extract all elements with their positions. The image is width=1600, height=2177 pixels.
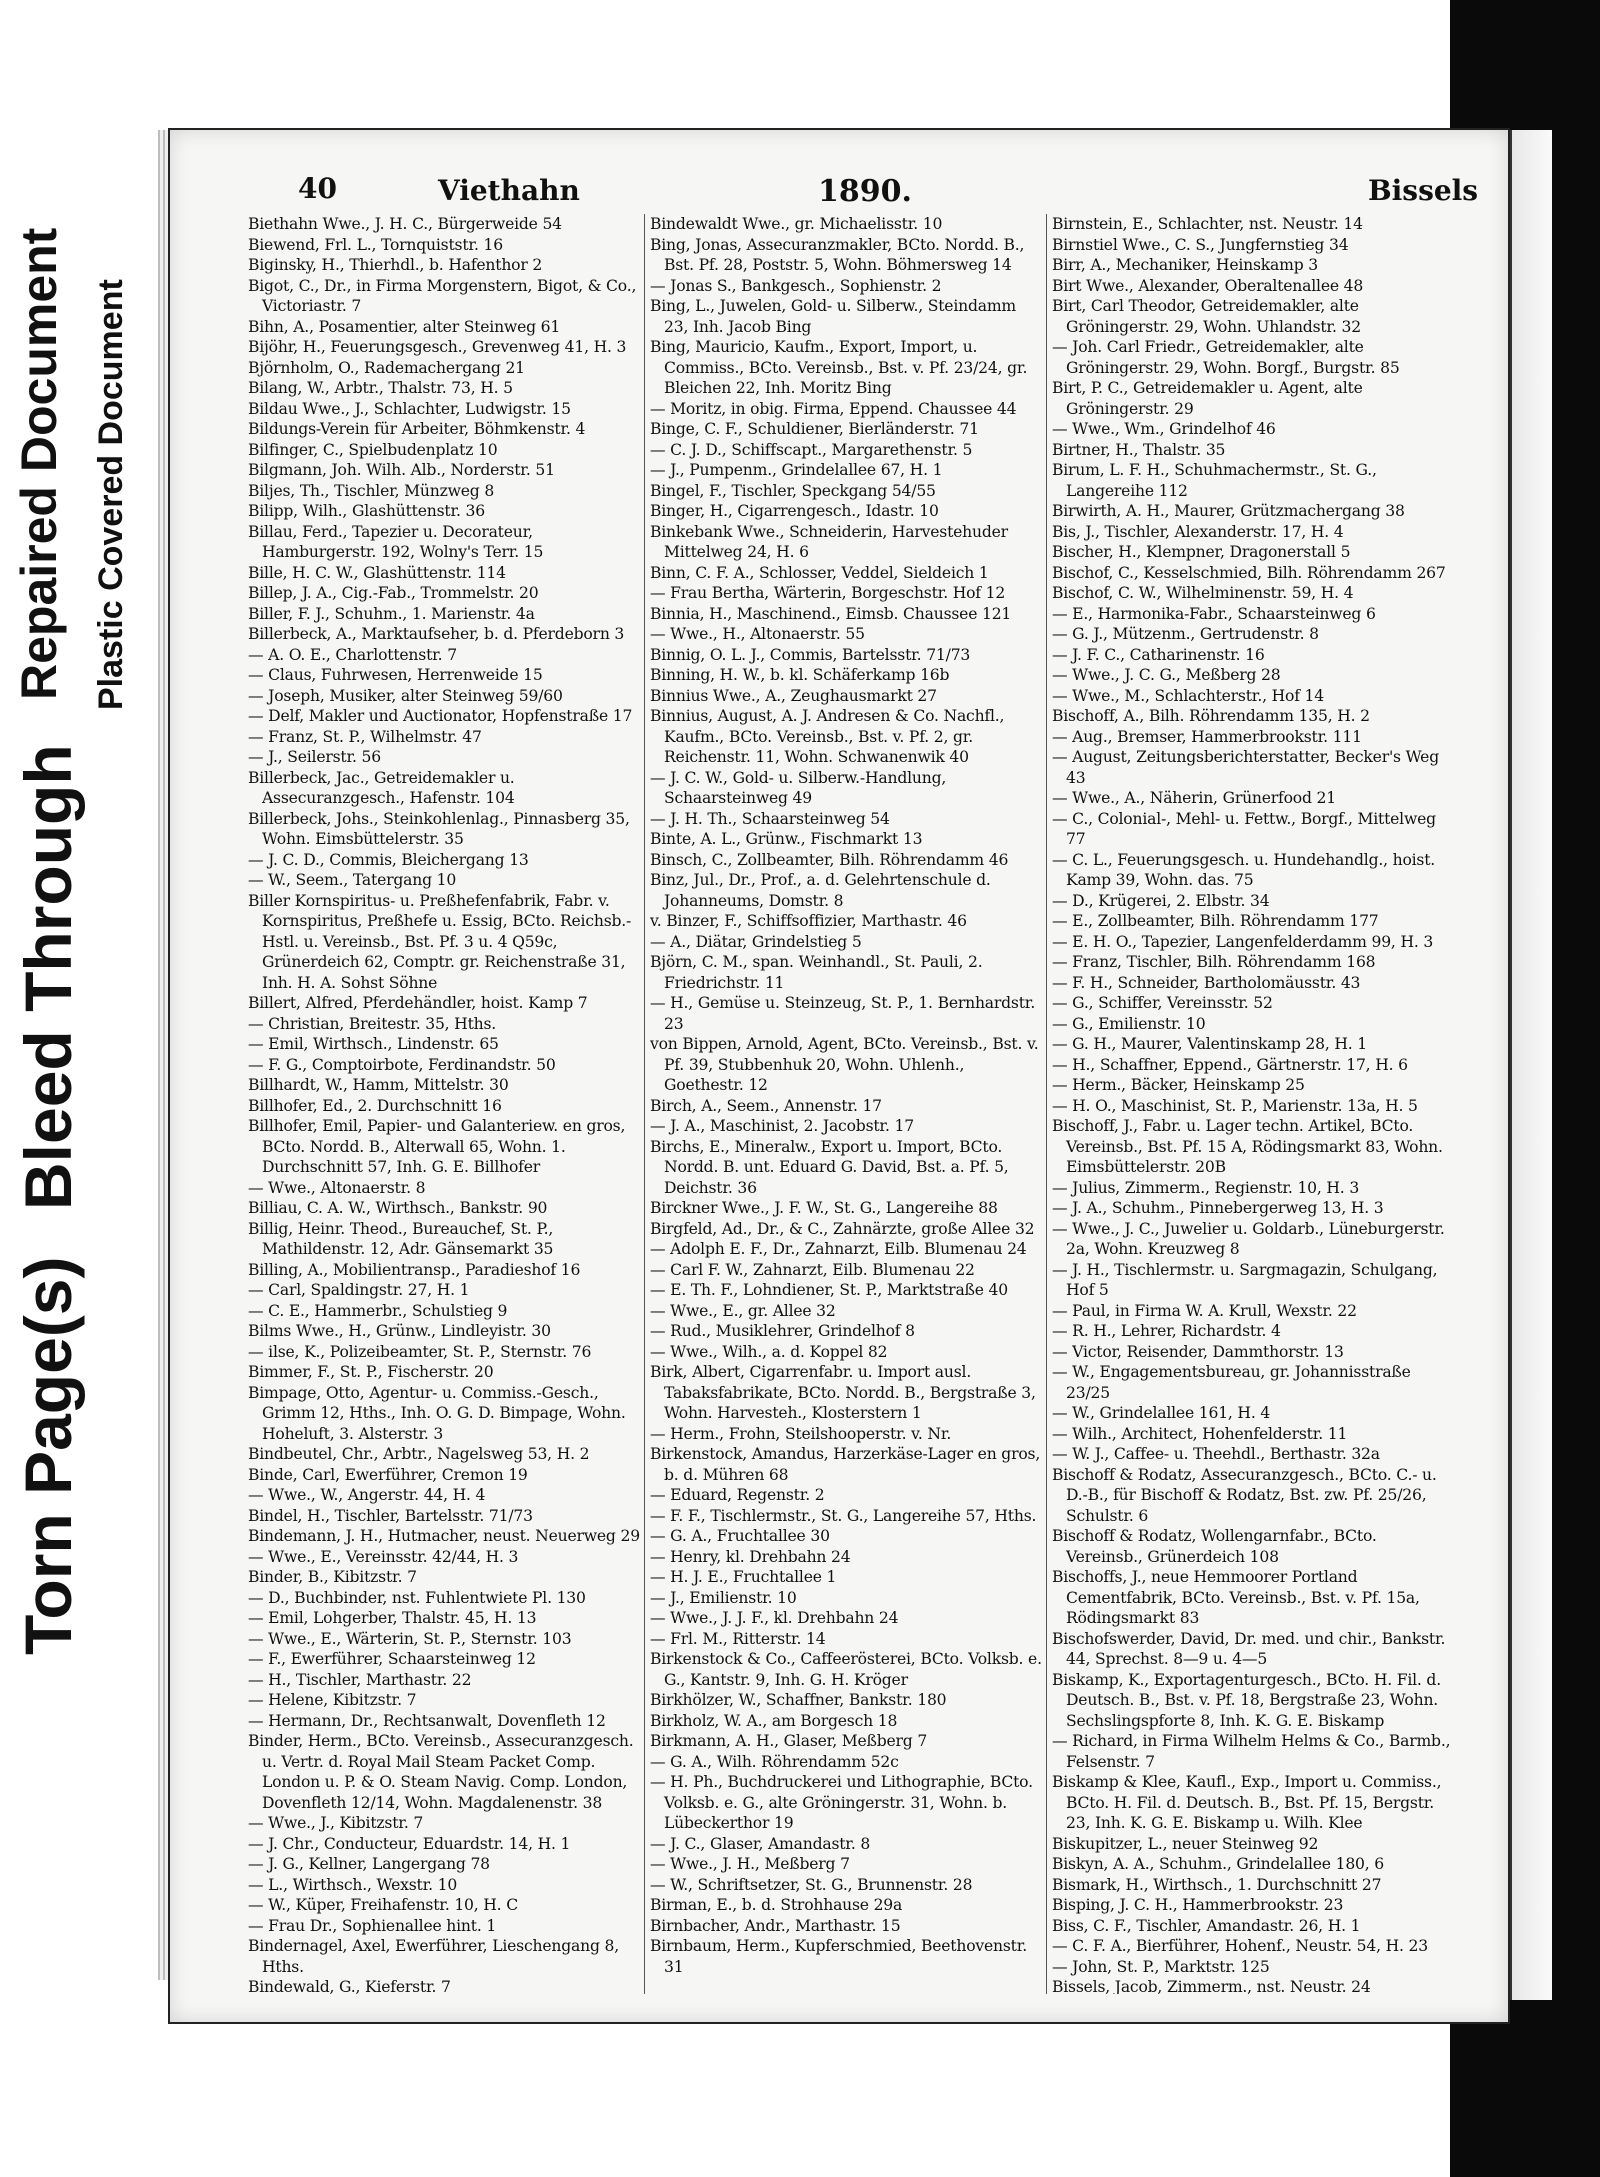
directory-entry: — Frau Dr., Sophienallee hint. 1: [248, 1916, 497, 1935]
directory-entry: — A., Diätar, Grindelstieg 5: [650, 932, 862, 951]
directory-entry: — E. Th. F., Lohndiener, St. P., Marktstraße 40: [650, 1281, 1008, 1299]
directory-entry: — G., Emilienstr. 10: [1052, 1014, 1206, 1033]
directory-entry: Bindewaldt Wwe., gr. Michaelisstr. 10: [650, 215, 943, 233]
directory-entry: — Emil, Lohgerber, Thalstr. 45, H. 13: [248, 1609, 537, 1627]
directory-entry: — J. H., Tischlermstr. u. Sargmagazin, Schulgang, Hof 5: [1052, 1260, 1438, 1299]
directory-entry: — W., Grindelallee 161, H. 4: [1052, 1404, 1271, 1422]
bleed-through-label: Bleed Through: [11, 744, 85, 1210]
directory-entry: — D., Krügerei, 2. Elbstr. 34: [1052, 891, 1270, 910]
header-year: 1890.: [818, 174, 912, 209]
directory-entry: — W., Engagementsbureau, gr. Johannisstraße 23/25: [1052, 1363, 1411, 1402]
directory-entry: Birkmann, A. H., Glaser, Meßberg 7: [650, 1732, 928, 1750]
directory-entry: Biljes, Th., Tischler, Münzweg 8: [248, 481, 495, 500]
directory-entry: Binning, H. W., b. kl. Schäferkamp 16b: [650, 666, 950, 684]
directory-entry: Bildungs-Verein für Arbeiter, Böhmkenstr. 4: [248, 420, 586, 438]
directory-entry: — E., Zollbeamter, Bilh. Röhrendamm 177: [1052, 912, 1379, 930]
directory-entry: Björnholm, O., Rademachergang 21: [248, 358, 525, 377]
directory-entry: — L., Wirthsch., Wexstr. 10: [248, 1875, 458, 1894]
directory-entry: — R. H., Lehrer, Richardstr. 4: [1052, 1322, 1281, 1340]
directory-entry: Birchs, E., Mineralw., Export u. Import, BCto. Nordd. B. unt. Eduard G. David, Bst. a. Pf. 5, Deichstr. 36: [650, 1137, 1009, 1197]
directory-entry: Binkebank Wwe., Schneiderin, Harvestehuder Mittelweg 24, H. 6: [650, 522, 1008, 561]
directory-entry: — ilse, K., Polizeibeamter, St. P., Sternstr. 76: [248, 1342, 592, 1361]
directory-entry: Birk, Albert, Cigarrenfabr. u. Import ausl. Tabaksfabrikate, BCto. Nordd. B., Bergstraße 3, Wohn. Harvesteh., Klosterstern 1: [650, 1363, 1036, 1422]
directory-entry: Binnius Wwe., A., Zeughausmarkt 27: [650, 686, 937, 705]
directory-entry: Bischoffs, J., neue Hemmoorer Portland Cementfabrik, BCto. Vereinsb., Bst. v. Pf. 15a, Rödingsmarkt 83: [1052, 1568, 1420, 1627]
directory-entry: — Helene, Kibitzstr. 7: [248, 1691, 417, 1709]
directory-entry: — Wilh., Architect, Hohenfelderstr. 11: [1052, 1424, 1348, 1443]
directory-entry: Bischof, C., Kesselschmied, Bilh. Röhrendamm 267: [1052, 563, 1446, 582]
directory-entry: Binte, A. L., Grünw., Fischmarkt 13: [650, 830, 923, 848]
directory-entry: Billhardt, W., Hamm, Mittelstr. 30: [248, 1076, 509, 1094]
directory-entry: — F. G., Comptoirbote, Ferdinandstr. 50: [248, 1055, 556, 1074]
directory-column-2: [650, 214, 1042, 1994]
page-number: 40: [298, 172, 337, 205]
directory-entry: — Hermann, Dr., Rechtsanwalt, Dovenfleth 12: [248, 1711, 606, 1730]
directory-entry: Biss, C. F., Tischler, Amandastr. 26, H. 1: [1052, 1916, 1361, 1935]
directory-entry: Bismark, H., Wirthsch., 1. Durchschnitt 27: [1052, 1875, 1382, 1894]
directory-entry: — H., Gemüse u. Steinzeug, St. P., 1. Bernhardstr. 23: [650, 994, 1036, 1033]
directory-entry: — J. H. Th., Schaarsteinweg 54: [650, 809, 890, 828]
directory-entry: Birr, A., Mechaniker, Heinskamp 3: [1052, 256, 1318, 274]
directory-entry: — J. G., Kellner, Langergang 78: [248, 1855, 490, 1873]
directory-entry: — C., Colonial-, Mehl- u. Fettw., Borgf., Mittelweg 77: [1052, 809, 1436, 848]
directory-entry: Birkenstock, Amandus, Harzerkäse-Lager en gros, b. d. Mühren 68: [650, 1445, 1041, 1484]
directory-entry: Birt, P. C., Getreidemakler u. Agent, alte Gröningerstr. 29: [1052, 379, 1363, 418]
directory-entry: — Wwe., M., Schlachterstr., Hof 14: [1052, 686, 1324, 705]
directory-entry: — H., Tischler, Marthastr. 22: [248, 1670, 472, 1689]
directory-entry: v. Binzer, F., Schiffsoffizier, Marthastr. 46: [650, 912, 967, 930]
directory-entry: Binder, B., Kibitzstr. 7: [248, 1568, 417, 1586]
directory-entry: Bilms Wwe., H., Grünw., Lindleyistr. 30: [248, 1322, 551, 1340]
directory-entry: Billerbeck, Johs., Steinkohlenlag., Pinnasberg 35, Wohn. Eimsbüttelerstr. 35: [248, 809, 630, 848]
directory-entry: Bischoff & Rodatz, Wollengarnfabr., BCto. Vereinsb., Grünerdeich 108: [1052, 1527, 1377, 1566]
directory-entry: — Wwe., E., gr. Allee 32: [650, 1301, 836, 1320]
directory-page: [168, 128, 1510, 2024]
directory-entry: — Julius, Zimmerm., Regienstr. 10, H. 3: [1052, 1178, 1360, 1197]
directory-entry: Birum, L. F. H., Schuhmachermstr., St. G., Langereihe 112: [1052, 461, 1377, 500]
directory-entry: Bildau Wwe., J., Schlachter, Ludwigstr. 15: [248, 399, 571, 418]
directory-entry: — E., Harmonika-Fabr., Schaarsteinweg 6: [1052, 604, 1376, 623]
directory-entry: — Joseph, Musiker, alter Steinweg 59/60: [248, 686, 563, 705]
directory-entry: Billhofer, Emil, Papier- und Galanteriew. en gros, BCto. Nordd. B., Alterwall 65, Wohn. 1. Durchschnitt 57, Inh. G. E. Billhofer: [248, 1117, 626, 1176]
directory-entry: — Delf, Makler und Auctionator, Hopfenstraße 17: [248, 707, 633, 725]
directory-entry: — F. H., Schneider, Bartholomäusstr. 43: [1052, 973, 1361, 992]
directory-entry: — G. H., Maurer, Valentinskamp 28, H. 1: [1052, 1035, 1368, 1053]
directory-entry: — E. H. O., Tapezier, Langenfelderdamm 99, H. 3: [1052, 932, 1434, 951]
directory-entry: — Moritz, in obig. Firma, Eppend. Chaussee 44: [650, 399, 1017, 418]
directory-entry: — C. L., Feuerungsgesch. u. Hundehandlg., hoist. Kamp 39, Wohn. das. 75: [1052, 850, 1436, 889]
directory-entry: Bisping, J. C. H., Hammerbrookstr. 23: [1052, 1896, 1344, 1914]
column-divider: [644, 214, 645, 1994]
directory-entry: — Herm., Frohn, Steilshooperstr. v. Nr.: [650, 1424, 952, 1443]
directory-entry: — D., Buchbinder, nst. Fuhlentwiete Pl. 130: [248, 1588, 586, 1607]
directory-entry: — J. C. D., Commis, Bleichergang 13: [248, 850, 529, 869]
directory-entry: — Wwe., Wm., Grindelhof 46: [1052, 420, 1276, 438]
directory-entry: — Wwe., J., Kibitzstr. 7: [248, 1814, 424, 1832]
directory-entry: Billerbeck, A., Marktaufseher, b. d. Pferdeborn 3: [248, 625, 625, 643]
directory-entry: Bindemann, J. H., Hutmacher, neust. Neuerweg 29: [248, 1527, 640, 1545]
directory-entry: Bindbeutel, Chr., Arbtr., Nagelsweg 53, H. 2: [248, 1445, 590, 1463]
directory-entry: — W., Seem., Tatergang 10: [248, 871, 457, 889]
directory-entry: — Eduard, Regenstr. 2: [650, 1486, 825, 1504]
directory-entry: — J., Pumpenm., Grindelallee 67, H. 1: [650, 461, 943, 479]
directory-entry: Bimmer, F., St. P., Fischerstr. 20: [248, 1363, 494, 1381]
directory-entry: Bimpage, Otto, Agentur- u. Commiss.-Gesch., Grimm 12, Hths., Inh. O. G. D. Bimpage, Wohn. Hoheluft, 3. Alsterstr. 3: [248, 1383, 626, 1443]
directory-entry: — Carl, Spaldingstr. 27, H. 1: [248, 1281, 470, 1299]
directory-entry: — Herm., Bäcker, Heinskamp 25: [1052, 1076, 1305, 1094]
directory-entry: — Wwe., Wilh., a. d. Koppel 82: [650, 1342, 888, 1361]
directory-entry: — J. C. W., Gold- u. Silberw.-Handlung, Schaarsteinweg 49: [650, 768, 947, 807]
directory-entry: Bischoff, A., Bilh. Röhrendamm 135, H. 2: [1052, 707, 1370, 725]
directory-entry: Bihn, A., Posamentier, alter Steinweg 61: [248, 317, 561, 336]
directory-entry: Billiau, C. A. W., Wirthsch., Bankstr. 90: [248, 1199, 548, 1217]
directory-entry: Birt Wwe., Alexander, Oberaltenallee 48: [1052, 276, 1364, 295]
directory-entry: — August, Zeitungsberichterstatter, Becker's Weg 43: [1052, 748, 1439, 787]
directory-entry: Bindernagel, Axel, Ewerführer, Lieschengang 8, Hths.: [248, 1937, 619, 1976]
directory-entry: — Wwe., J. C. G., Meßberg 28: [1052, 666, 1281, 684]
directory-entry: Binn, C. F. A., Schlosser, Veddel, Sieldeich 1: [650, 563, 989, 582]
directory-entry: — J., Emilienstr. 10: [650, 1588, 797, 1607]
directory-entry: — J. F. C., Catharinenstr. 16: [1052, 645, 1265, 664]
directory-column-3: [1052, 214, 1454, 1994]
directory-entry: Bilfinger, C., Spielbudenplatz 10: [248, 440, 498, 459]
directory-entry: — Joh. Carl Friedr., Getreidemakler, alte Gröningerstr. 29, Wohn. Borgf., Burgstr. 85: [1052, 338, 1400, 377]
directory-entry: Bindel, H., Tischler, Bartelsstr. 71/73: [248, 1506, 533, 1525]
directory-entry: — Richard, in Firma Wilhelm Helms & Co., Barmb., Felsenstr. 7: [1052, 1732, 1451, 1771]
directory-entry: — G. A., Fruchtallee 30: [650, 1527, 830, 1545]
directory-entry: — G. J., Mützenm., Gertrudenstr. 8: [1052, 625, 1319, 643]
directory-entry: — W., Schriftsetzer, St. G., Brunnenstr. 28: [650, 1875, 973, 1894]
directory-entry: Binnia, H., Maschinend., Eimsb. Chaussee 121: [650, 604, 1012, 623]
directory-entry: Billert, Alfred, Pferdehändler, hoist. Kamp 7: [248, 994, 588, 1012]
directory-entry: — G., Schiffer, Vereinsstr. 52: [1052, 994, 1273, 1012]
directory-entry: Billhofer, Ed., 2. Durchschnitt 16: [248, 1096, 502, 1115]
directory-entry: Binge, C. F., Schuldiener, Bierländerstr. 71: [650, 420, 979, 438]
directory-entry: — Carl F. W., Zahnarzt, Eilb. Blumenau 22: [650, 1260, 975, 1279]
directory-entry: — Adolph E. F., Dr., Zahnarzt, Eilb. Blumenau 24: [650, 1240, 1027, 1258]
directory-entry: Birkholz, W. A., am Borgesch 18: [650, 1711, 898, 1730]
directory-entry: Bing, Jonas, Assecuranzmakler, BCto. Nordd. B., Bst. Pf. 28, Poststr. 5, Wohn. Böhmersweg 14: [650, 235, 1025, 274]
directory-entry: Biskupitzer, L., neuer Steinweg 92: [1052, 1834, 1319, 1853]
directory-entry: Birckner Wwe., J. F. W., St. G., Langereihe 88: [650, 1199, 998, 1217]
directory-entry: — Claus, Fuhrwesen, Herrenweide 15: [248, 666, 543, 684]
directory-entry: Bilang, W., Arbtr., Thalstr. 73, H. 5: [248, 379, 513, 397]
directory-entry: — Franz, Tischler, Bilh. Röhrendamm 168: [1052, 953, 1376, 971]
directory-entry: Billau, Ferd., Tapezier u. Decorateur, Hamburgerstr. 192, Wolny's Terr. 15: [248, 522, 544, 561]
directory-entry: — Wwe., E., Wärterin, St. P., Sternstr. 103: [248, 1629, 572, 1648]
plastic-covered-label: Plastic Covered Document: [92, 279, 130, 710]
directory-entry: — W., Küper, Freihafenstr. 10, H. C: [248, 1896, 518, 1914]
directory-entry: — Wwe., J. J. F., kl. Drehbahn 24: [650, 1609, 899, 1627]
next-page-edge: [1510, 130, 1552, 2000]
directory-entry: — Wwe., E., Vereinsstr. 42/44, H. 3: [248, 1547, 519, 1566]
directory-entry: Binnius, August, A. J. Andresen & Co. Nachfl., Kaufm., BCto. Vereinsb., Bst. v. Pf. 2, gr. Reichenstr. 11, Wohn. Schwanenwik 40: [650, 707, 1005, 766]
directory-entry: Birman, E., b. d. Strohhause 29a: [650, 1896, 903, 1914]
directory-entry: — C. F. A., Bierführer, Hohenf., Neustr. 54, H. 23: [1052, 1937, 1428, 1955]
directory-entry: — John, St. P., Marktstr. 125: [1052, 1957, 1270, 1976]
directory-entry: Birnstiel Wwe., C. S., Jungfernstieg 34: [1052, 235, 1349, 254]
directory-entry: — H. J. E., Fruchtallee 1: [650, 1568, 837, 1586]
directory-entry: — A. O. E., Charlottenstr. 7: [248, 645, 457, 664]
directory-entry: Bischoff, J., Fabr. u. Lager techn. Artikel, BCto. Vereinsb., Bst. Pf. 15 A, Rödingsmarkt 83, Wohn. Eimsbüttelerstr. 20B: [1052, 1117, 1443, 1176]
directory-entry: — F., Ewerführer, Schaarsteinweg 12: [248, 1650, 536, 1668]
directory-entry: — Wwe., J. C., Juwelier u. Goldarb., Lüneburgerstr. 2a, Wohn. Kreuzweg 8: [1052, 1219, 1445, 1258]
directory-entry: Birkhölzer, W., Schaffner, Bankstr. 180: [650, 1691, 947, 1709]
directory-entry: — Henry, kl. Drehbahn 24: [650, 1547, 851, 1566]
directory-entry: Biskyn, A. A., Schuhm., Grindelallee 180, 6: [1052, 1855, 1384, 1873]
header-first-entry-word: Viethahn: [438, 174, 580, 207]
directory-entry: — Emil, Wirthsch., Lindenstr. 65: [248, 1035, 499, 1053]
directory-entry: Biewend, Frl. L., Tornquiststr. 16: [248, 235, 503, 254]
directory-entry: Bischoff & Rodatz, Assecuranzgesch., BCto. C.- u. D.-B., für Bischoff & Rodatz, Bst. zw. Pf. 25/26, Schulstr. 6: [1052, 1465, 1437, 1525]
directory-entry: — J., Seilerstr. 56: [248, 748, 381, 766]
directory-entry: Bing, Mauricio, Kaufm., Export, Import, u. Commiss., BCto. Vereinsb., Bst. v. Pf. 23/24, gr. Bleichen 22, Inh. Moritz Bing: [650, 338, 1028, 397]
directory-entry: — Wwe., W., Angerstr. 44, H. 4: [248, 1486, 486, 1504]
directory-entry: Biskamp & Klee, Kaufl., Exp., Import u. Commiss., BCto. H. Fil. d. Deutsch. B., Bst. Pf. 15, Bergstr. 23, Inh. K. G. E. Biskamp u. Wilh. Klee: [1052, 1773, 1442, 1832]
directory-entry: — Jonas S., Bankgesch., Sophienstr. 2: [650, 276, 942, 295]
directory-entry: — Wwe., H., Altonaerstr. 55: [650, 625, 865, 643]
directory-entry: — Aug., Bremser, Hammerbrookstr. 111: [1052, 727, 1362, 746]
repaired-document-label: Repaired Document: [11, 227, 67, 700]
page-header: [298, 172, 1488, 209]
directory-entry: Biller, F. J., Schuhm., 1. Marienstr. 4a: [248, 604, 535, 623]
directory-entry: Bille, H. C. W., Glashüttenstr. 114: [248, 563, 506, 582]
directory-column-1: [248, 214, 640, 1994]
directory-entry: Bijöhr, H., Feuerungsgesch., Grevenweg 41, H. 3: [248, 338, 627, 356]
directory-entry: Bissels, Jacob, Zimmerm., nst. Neustr. 24: [1052, 1978, 1371, 1994]
directory-entry: — F. F., Tischlermstr., St. G., Langereihe 57, Hths.: [650, 1506, 1037, 1525]
directory-entry: Biskamp, K., Exportagenturgesch., BCto. H. Fil. d. Deutsch. B., Bst. v. Pf. 18, Bergstraße 23, Wohn. Sechslingspforte 8, Inh. K. G. E. Biskamp: [1052, 1670, 1441, 1730]
directory-entry: Birch, A., Seem., Annenstr. 17: [650, 1096, 882, 1115]
torn-pages-label: Torn Page(s): [11, 1256, 85, 1655]
directory-entry: Bigot, C., Dr., in Firma Morgenstern, Bigot, & Co., Victoriastr. 7: [248, 276, 637, 315]
directory-entry: Birwirth, A. H., Maurer, Grützmachergang 38: [1052, 502, 1405, 520]
directory-entry: — Wwe., A., Näherin, Grünerfood 21: [1052, 789, 1336, 807]
directory-entry: — C. E., Hammerbr., Schulstieg 9: [248, 1301, 508, 1320]
directory-entry: Björn, C. M., span. Weinhandl., St. Pauli, 2. Friedrichstr. 11: [650, 953, 983, 992]
directory-entry: — H. O., Maschinist, St. P., Marienstr. 13a, H. 5: [1052, 1096, 1418, 1115]
directory-entry: — H. Ph., Buchdruckerei und Lithographie, BCto. Volksb. e. G., alte Gröningerstr. 31, Wohn. b. Lübeckerthor 19: [650, 1773, 1033, 1832]
directory-entry: Binsch, C., Zollbeamter, Bilh. Röhrendamm 46: [650, 850, 1009, 869]
directory-entry: Birgfeld, Ad., Dr., & C., Zahnärzte, große Allee 32: [650, 1219, 1035, 1238]
directory-entry: — Wwe., J. H., Meßberg 7: [650, 1855, 850, 1873]
directory-entry: Binder, Herm., BCto. Vereinsb., Assecuranzgesch. u. Vertr. d. Royal Mail Steam Packet Comp. London u. P. & O. Steam Navig. Comp. London, Dovenfleth 12/14, Wohn. Magdalenenstr. 38: [248, 1732, 634, 1812]
directory-entry: — J. C., Glaser, Amandastr. 8: [650, 1834, 871, 1853]
directory-entry: von Bippen, Arnold, Agent, BCto. Vereinsb., Bst. v. Pf. 39, Stubbenhuk 20, Wohn. Uhlenh., Goethestr. 12: [650, 1035, 1039, 1094]
directory-entry: Birnbacher, Andr., Marthastr. 15: [650, 1916, 901, 1935]
directory-entry: Bischer, H., Klempner, Dragonerstall 5: [1052, 543, 1351, 561]
directory-entry: Bindewald, G., Kieferstr. 7: [248, 1978, 451, 1994]
directory-entry: — J. A., Maschinist, 2. Jacobstr. 17: [650, 1117, 914, 1135]
directory-entry: Bilgmann, Joh. Wilh. Alb., Norderstr. 51: [248, 461, 555, 479]
header-last-entry-word: Bissels: [1368, 174, 1479, 207]
directory-entry: — J. Chr., Conducteur, Eduardstr. 14, H. 1: [248, 1834, 571, 1853]
directory-entry: Birt, Carl Theodor, Getreidemakler, alte Gröningerstr. 29, Wohn. Uhlandstr. 32: [1052, 297, 1361, 336]
directory-entry: Binger, H., Cigarrengesch., Idastr. 10: [650, 502, 939, 520]
directory-entry: Billerbeck, Jac., Getreidemakler u. Assecuranzgesch., Hafenstr. 104: [248, 768, 515, 807]
directory-entry: Bischof, C. W., Wilhelminenstr. 59, H. 4: [1052, 584, 1354, 602]
directory-entry: Bingel, F., Tischler, Speckgang 54/55: [650, 481, 936, 500]
directory-entry: Birnbaum, Herm., Kupferschmied, Beethovenstr. 31: [650, 1937, 1028, 1976]
directory-entry: Birtner, H., Thalstr. 35: [1052, 440, 1226, 459]
directory-entry: — Paul, in Firma W. A. Krull, Wexstr. 22: [1052, 1301, 1357, 1320]
directory-entry: Bilipp, Wilh., Glashüttenstr. 36: [248, 502, 485, 520]
directory-entry: — Rud., Musiklehrer, Grindelhof 8: [650, 1322, 915, 1340]
directory-entry: Billig, Heinr. Theod., Bureauchef, St. P., Mathildenstr. 12, Adr. Gänsemarkt 35: [248, 1219, 554, 1258]
directory-entry: — Frl. M., Ritterstr. 14: [650, 1629, 826, 1648]
directory-entry: Birnstein, E., Schlachter, nst. Neustr. 14: [1052, 215, 1363, 233]
directory-entry: — Victor, Reisender, Dammthorstr. 13: [1052, 1342, 1344, 1361]
directory-entry: — Christian, Breitestr. 35, Hths.: [248, 1014, 497, 1033]
directory-entry: — C. J. D., Schiffscapt., Margarethenstr. 5: [650, 440, 973, 459]
directory-entry: Binnig, O. L. J., Commis, Bartelsstr. 71/73: [650, 645, 971, 664]
directory-entry: Billep, J. A., Cig.-Fab., Trommelstr. 20: [248, 584, 539, 602]
directory-entry: — W. J., Caffee- u. Theehdl., Berthastr. 32a: [1052, 1445, 1380, 1463]
directory-entry: — Frau Bertha, Wärterin, Borgeschstr. Hof 12: [650, 584, 1006, 602]
directory-entry: — Wwe., Altonaerstr. 8: [248, 1178, 426, 1197]
directory-entry: — G. A., Wilh. Röhrendamm 52c: [650, 1752, 899, 1771]
directory-entry: Biginsky, H., Thierhdl., b. Hafenthor 2: [248, 256, 543, 274]
directory-entry: Biller Kornspiritus- u. Preßhefenfabrik, Fabr. v. Kornspiritus, Preßhefe u. Essig, BCto. Reichsb.-Hstl. u. Vereinsb., Bst. Pf. 3 u. 4 Q59c, Grünerdeich 62, Comptr. gr. Reichenstraße 31, Inh. H. A. Sohst Söhne: [248, 891, 632, 992]
directory-entry: Bischofswerder, David, Dr. med. und chir., Bankstr. 44, Sprechst. 8—9 u. 4—5: [1052, 1629, 1446, 1668]
directory-entry: — J. A., Schuhm., Pinnebergerweg 13, H. 3: [1052, 1199, 1384, 1217]
directory-entry: Binz, Jul., Dr., Prof., a. d. Gelehrtenschule d. Johanneums, Domstr. 8: [650, 871, 991, 910]
directory-entry: Bing, L., Juwelen, Gold- u. Silberw., Steindamm 23, Inh. Jacob Bing: [650, 297, 1016, 336]
directory-entry: Billing, A., Mobilientransp., Paradieshof 16: [248, 1260, 581, 1279]
directory-entry: — H., Schaffner, Eppend., Gärtnerstr. 17, H. 6: [1052, 1055, 1408, 1074]
directory-entry: Binde, Carl, Ewerführer, Cremon 19: [248, 1465, 528, 1484]
directory-entry: Bis, J., Tischler, Alexanderstr. 17, H. 4: [1052, 522, 1344, 541]
directory-entry: Birkenstock & Co., Caffeerösterei, BCto. Volksb. e. G., Kantstr. 9, Inh. G. H. Kröger: [650, 1650, 1042, 1689]
directory-entry: Biethahn Wwe., J. H. C., Bürgerweide 54: [248, 215, 562, 233]
directory-entry: — Franz, St. P., Wilhelmstr. 47: [248, 727, 482, 746]
column-divider: [1046, 214, 1047, 1994]
document-condition-labels: [0, 100, 150, 1655]
